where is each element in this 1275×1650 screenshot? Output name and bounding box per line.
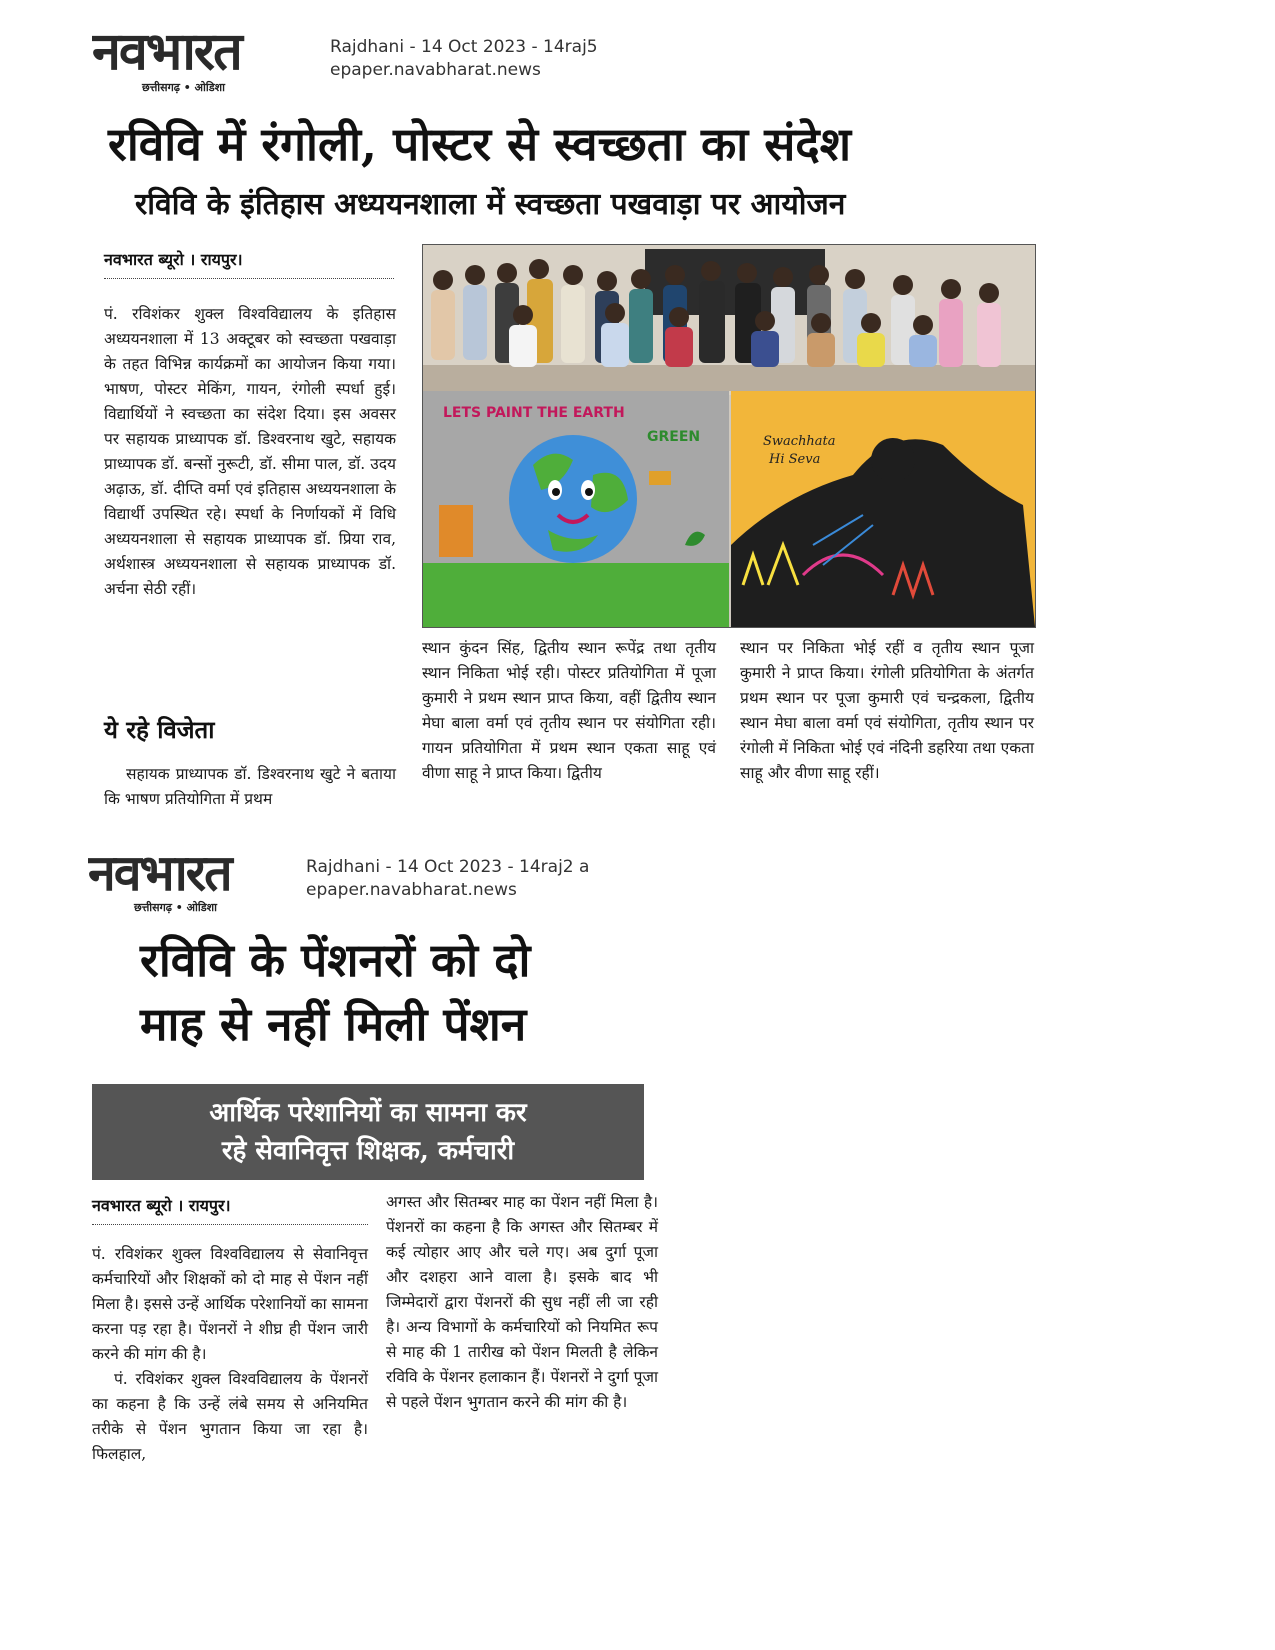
edition-line-2: Rajdhani - 14 Oct 2023 - 14raj2 a	[306, 857, 590, 877]
subheadline-1: रविवि के इंतिहास अध्ययनशाला में स्वच्छता पखवाड़ा पर आयोजन	[135, 187, 846, 222]
article2-col2-text: अगस्त और सितम्बर माह का पेंशन नहीं मिला है। पेंशनरों का कहना है कि अगस्त और सितम्बर में कई त्योहार आए और चले गए। अब दुर्गा पूजा और दशहरा आने वाला है। इसके बाद भी जिम्मेदारों द्वारा पेंशनरों की सुध नहीं ली जा रही है। अन्य विभागों के कर्मचारियों को नियमित रूप से माह की 1 तारीख को पेंशन मिलती है लेकिन रविवि के पेंशनर हलाकान हैं। पेंशनरों ने दुर्गा पूजा से पहले पेंशन भुगतान करने की मांग की है।	[386, 1193, 658, 1411]
rangoli-earth	[423, 391, 729, 627]
article1-column-3	[740, 636, 1034, 786]
rangoli-right-caption-2: Hi Seva	[769, 452, 821, 467]
byline-1	[104, 248, 394, 279]
article2-column-2	[386, 1190, 658, 1415]
article1-column-2	[422, 636, 716, 786]
article2-p2: पं. रविशंकर शुक्ल विश्वविद्यालय के पेंशनरों का कहना है कि उन्हें लंबे समय से अनियमित तरीके से पेंशन भुगतान किया जा रहा है। फिलहाल,	[92, 1370, 368, 1463]
banner-line-2: रहे सेवानिवृत्त शिक्षक, कर्मचारी	[221, 1136, 515, 1166]
article1-col2-text: स्थान कुंदन सिंह, द्वितीय स्थान रूपेंद्र तथा तृतीय स्थान निकिता भोई रही। पोस्टर प्रतियोगिता में पूजा कुमारी ने प्रथम स्थान प्राप्त किया, वहीं द्वितीय स्थान मेघा बाला वर्मा एवं तृतीय स्थान पर संयोगिता रही। गायन प्रतियोगिता में प्रथम स्थान एकता साहू एवं वीणा साहू ने प्राप्त किया। द्वितीय	[422, 639, 716, 782]
epaper-url: epaper.navabharat.news	[330, 60, 541, 80]
headline-2	[140, 928, 660, 1056]
edition-line: Rajdhani - 14 Oct 2023 - 14raj5	[330, 37, 598, 57]
rangoli-swachhata	[731, 391, 1035, 627]
article2-p1: पं. रविशंकर शुक्ल विश्वविद्यालय से सेवानिवृत्त कर्मचारियों और शिक्षकों को दो माह से पेंशन नहीं मिला है। इससे उन्हें आर्थिक परेशानियों का सामना करना पड़ रहा है। पेंशनरों ने शीघ्र ही पेंशन जारी करने की मांग की है।	[92, 1245, 368, 1363]
masthead-logo: नवभारत	[92, 26, 241, 80]
article1-col3-text: स्थान पर निकिता भोई रहीं व तृतीय स्थान पूजा कुमारी ने प्राप्त किया। रंगोली प्रतियोगिता के अंतर्गत प्रथम स्थान पर पूजा कुमारी एवं चन्द्रकला, द्वितीय स्थान मेघा बाला वर्मा एवं संयोगिता, तृतीय स्थान पर रंगोली में निकिता भोई एवं नंदिनी डहरिया तथा एकता साहू और वीणा साहू रहीं।	[740, 639, 1034, 782]
masthead-1	[92, 26, 307, 92]
masthead-2	[88, 848, 288, 912]
winners-heading: ये रहे विजेता	[104, 715, 215, 744]
masthead-region: छत्तीसगढ़ • ओडिशा	[142, 81, 225, 94]
event-photo-illustration	[423, 245, 1035, 627]
byline-2	[92, 1194, 368, 1225]
rangoli-right-caption-1: Swachhata	[763, 434, 836, 449]
rangoli-left-caption: LETS PAINT THE EARTH	[443, 405, 625, 421]
edition-meta-2	[306, 856, 589, 902]
byline-text: नवभारत ब्यूरो । रायपुर।	[104, 250, 243, 269]
article1-column-1	[104, 302, 396, 602]
masthead-region-2: छत्तीसगढ़ • ओडिशा	[134, 901, 217, 914]
banner-line-1: आर्थिक परेशानियों का सामना कर	[209, 1098, 527, 1128]
article2-column-1	[92, 1242, 368, 1467]
byline-2-text: नवभारत ब्यूरो । रायपुर।	[92, 1196, 231, 1215]
edition-meta-1	[330, 36, 598, 82]
subheading-banner	[92, 1084, 644, 1180]
rangoli-left-caption-2: GREEN	[647, 429, 701, 445]
masthead-logo-2: नवभारत	[88, 848, 231, 900]
article1-winners-intro	[104, 762, 396, 812]
article1-body: पं. रविशंकर शुक्ल विश्वविद्यालय के इतिहास अध्ययनशाला में 13 अक्टूबर को स्वच्छता पखवाड़ा के तहत विभिन्न कार्यक्रमों का आयोजन किया गया। भाषण, पोस्टर मेकिंग, गायन, रंगोली स्पर्धा हुई। विद्यार्थियों ने स्वच्छता का संदेश दिया। इस अवसर पर सहायक प्राध्यापक डॉ. डिश्वरनाथ खुटे, सहायक प्राध्यापक डॉ. बन्सों नुरूटी, डॉ. सीमा पाल, डॉ. उदय अढ़ाऊ, डॉ. दीप्ति वर्मा एवं इतिहास अध्ययनशाला के विद्यार्थी उपस्थित रहे। स्पर्धा के निर्णायकों में विधि अध्ययनशाला से सहायक प्राध्यापक डॉ. प्रिया राव, अर्थशास्त्र अध्ययनशाला से सहायक प्राध्यापक डॉ. अर्चना सेठी रहीं।	[104, 305, 396, 598]
epaper-url-2: epaper.navabharat.news	[306, 880, 517, 900]
headline-2-line-1: रविवि के पेंशनरों को दो	[140, 933, 531, 987]
headline-2-line-2: माह से नहीं मिली पेंशन	[140, 997, 527, 1051]
headline-1: रविवि में रंगोली, पोस्टर से स्वच्छता का संदेश	[108, 117, 851, 171]
event-photo	[422, 244, 1036, 628]
winners-intro-text: सहायक प्राध्यापक डॉ. डिश्वरनाथ खुटे ने बताया कि भाषण प्रतियोगिता में प्रथम	[104, 765, 396, 808]
